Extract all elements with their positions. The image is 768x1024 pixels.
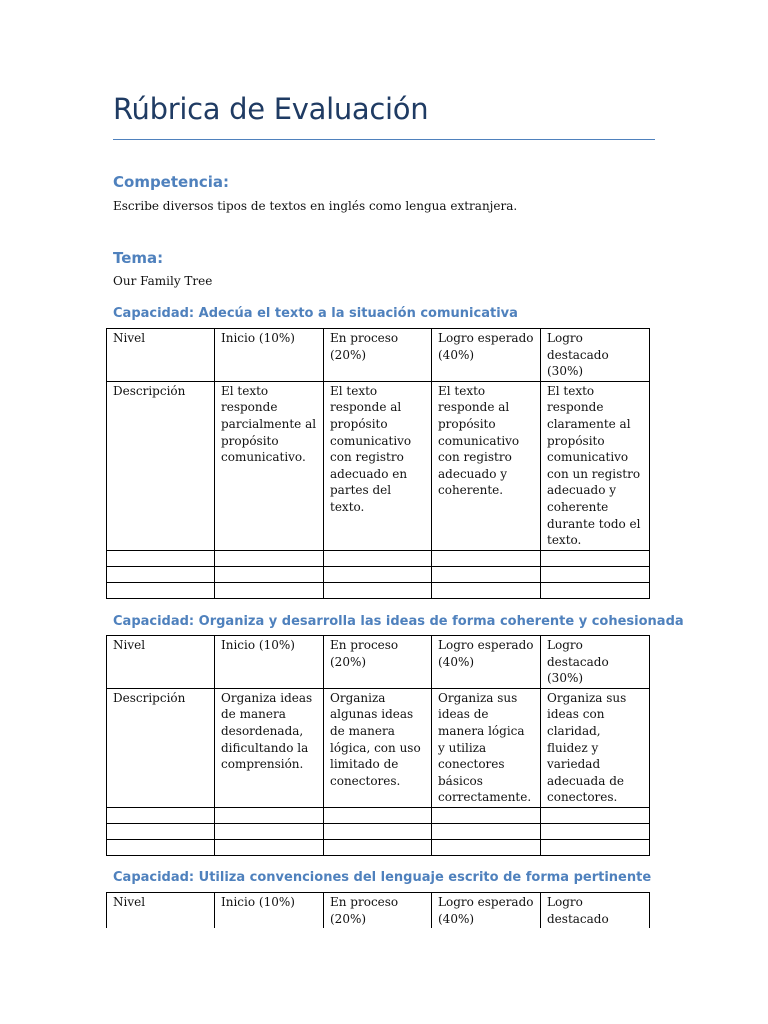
tema-text: Our Family Tree bbox=[113, 274, 213, 288]
capacidad-heading-1: Capacidad: Adecúa el texto a la situación comunicativa bbox=[113, 306, 518, 321]
table-cell: El texto responde claramente al propósito comunicativo con un registro adecuado y coherente durante todo el texto. bbox=[541, 381, 650, 550]
header-cell: Nivel bbox=[107, 636, 215, 689]
table-cell: El texto responde al propósito comunicativo con registro adecuado en partes del texto. bbox=[324, 381, 432, 550]
header-cell: En proceso (20%) bbox=[324, 893, 432, 929]
header-cell: Logro destacado (30%) bbox=[541, 636, 650, 689]
table-cell: Organiza sus ideas de manera lógica y utiliza conectores básicos correctamente. bbox=[432, 688, 541, 807]
table-cell: Descripción bbox=[107, 381, 215, 550]
header-cell: Logro esperado (40%) bbox=[432, 329, 541, 382]
header-cell: Logro destacado (30%) bbox=[541, 329, 650, 382]
table-cell: El texto responde parcialmente al propósito comunicativo. bbox=[215, 381, 324, 550]
tema-heading: Tema: bbox=[113, 249, 164, 267]
table-cell: Organiza sus ideas con claridad, fluidez y variedad adecuada de conectores. bbox=[541, 688, 650, 807]
header-cell: En proceso (20%) bbox=[324, 636, 432, 689]
page-title: Rúbrica de Evaluación bbox=[113, 92, 429, 126]
competencia-heading: Competencia: bbox=[113, 173, 230, 191]
header-cell: En proceso (20%) bbox=[324, 329, 432, 382]
table-cell: Descripción bbox=[107, 688, 215, 807]
table-cell: El texto responde al propósito comunicativo con registro adecuado y coherente. bbox=[432, 381, 541, 550]
header-cell: Logro destacado bbox=[541, 893, 650, 929]
header-cell: Logro esperado (40%) bbox=[432, 636, 541, 689]
header-cell: Nivel bbox=[107, 893, 215, 929]
header-cell: Inicio (10%) bbox=[215, 893, 324, 929]
table-cell: Organiza ideas de manera desordenada, dificultando la comprensión. bbox=[215, 688, 324, 807]
table-cell: Organiza algunas ideas de manera lógica, con uso limitado de conectores. bbox=[324, 688, 432, 807]
rubric-table-3 bbox=[106, 892, 650, 928]
capacidad-heading-2: Capacidad: Organiza y desarrolla las ideas de forma coherente y cohesionada bbox=[113, 614, 684, 629]
table-header-row bbox=[107, 893, 650, 929]
header-cell: Inicio (10%) bbox=[215, 329, 324, 382]
header-cell: Inicio (10%) bbox=[215, 636, 324, 689]
header-cell: Logro esperado (40%) bbox=[432, 893, 541, 929]
capacidad-heading-3: Capacidad: Utiliza convenciones del lenguaje escrito de forma pertinente bbox=[113, 870, 652, 885]
competencia-text: Escribe diversos tipos de textos en inglés como lengua extranjera. bbox=[113, 199, 518, 213]
header-cell: Nivel bbox=[107, 329, 215, 382]
